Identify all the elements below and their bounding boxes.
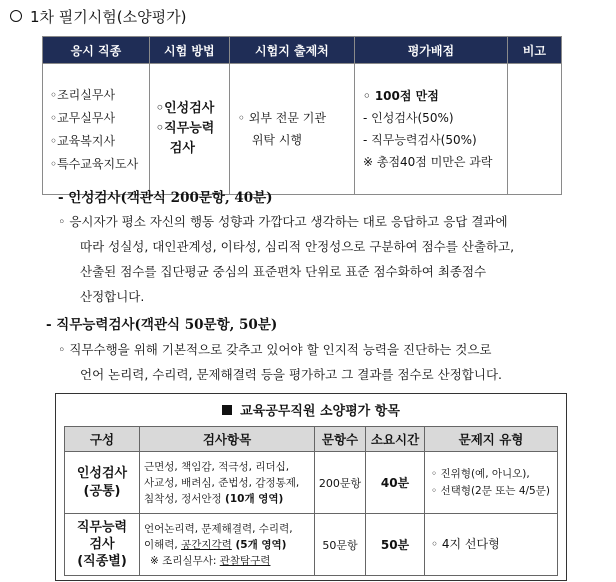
type-cell: ◦ 진위형(예, 아니오), ◦ 선택형(2문 또는 4/5문)	[425, 452, 558, 514]
header-method: 시험 방법	[149, 37, 229, 64]
personality-line: ◦ 응시자가 평소 자신의 행동 성향과 가깝다고 생각하는 대로 응답하고 응답 결과에	[58, 214, 508, 229]
header-score: 평가배점	[354, 37, 507, 64]
org-cell: ◦ 외부 전문 기관 위탁 시행	[229, 64, 354, 195]
items-cell: 언어논리력, 문제해결력, 수리력, 이해력, 공간지각력 (5개 영역) ※ 조리실무사: 관찰탐구력	[140, 514, 315, 576]
section-title: 1차 필기시험(소양평가)	[10, 6, 186, 27]
personality-line: 따라 성실성, 대인관계성, 이타성, 심리적 안정성으로 구분하여 점수를 산출하고,	[80, 239, 515, 254]
component-cell: 직무능력 검사 (직종별)	[65, 514, 140, 576]
job-item: ◦조리실무사	[50, 88, 116, 102]
col-component: 구성	[65, 427, 140, 452]
header-job: 응시 직종	[43, 37, 150, 64]
count-cell: 200문항	[315, 452, 366, 514]
method-item: ◦인성검사	[155, 101, 215, 116]
col-time: 소요시간	[366, 427, 425, 452]
job-list	[43, 64, 150, 195]
competency-line: ◦ 직무수행을 위해 기본적으로 갖추고 있어야 할 인지적 능력을 진단하는 것으로	[58, 342, 492, 357]
personality-line: 산출된 점수를 집단평균 중심의 표준편차 단위로 표준 점수화하여 최종점수	[80, 264, 487, 279]
competency-line: 언어 논리력, 수리력, 문제해결력 등을 평가하고 그 결과를 점수로 산정합니다.	[80, 367, 503, 382]
box-title: 교육공무직원 소양평가 항목	[56, 400, 566, 419]
method-item: 검사	[169, 141, 195, 156]
exam-table	[42, 36, 562, 195]
job-item: ◦교육복지사	[50, 134, 116, 148]
evaluation-table	[64, 426, 558, 576]
table-row	[65, 514, 558, 576]
type-cell: ◦ 4지 선다형	[425, 514, 558, 576]
evaluation-box	[55, 393, 567, 581]
time-cell: 50분	[366, 514, 425, 576]
items-cell: 근면성, 책임감, 적극성, 리더십, 사교성, 배려심, 준법성, 감정통제, 침착성, 정서안정 (10개 영역)	[140, 452, 315, 514]
exam-table-row	[43, 64, 562, 195]
method-list	[149, 64, 229, 195]
header-note: 비고	[507, 37, 561, 64]
header-org: 시험지 출제처	[229, 37, 354, 64]
time-cell: 40분	[366, 452, 425, 514]
evaluation-table-header	[65, 427, 558, 452]
col-items: 검사항목	[140, 427, 315, 452]
exam-table-header	[43, 37, 562, 64]
note-cell	[507, 64, 561, 195]
competency-heading: - 직무능력검사(객관식 50문항, 50분)	[46, 317, 278, 333]
component-cell: 인성검사 (공통)	[65, 452, 140, 514]
count-cell: 50문항	[315, 514, 366, 576]
square-bullet-icon	[222, 405, 232, 415]
circle-bullet-icon	[10, 10, 22, 22]
personality-line: 산정합니다.	[80, 289, 145, 304]
table-row	[65, 452, 558, 514]
personality-heading: - 인성검사(객관식 200문항, 40분)	[58, 190, 273, 206]
col-count: 문항수	[315, 427, 366, 452]
job-item: ◦특수교육지도사	[50, 157, 139, 171]
method-item: ◦직무능력	[155, 121, 215, 136]
score-cell: ◦ 100점 만점 - 인성검사(50%) - 직무능력검사(50%) ※ 총점40점 미만은 과락	[354, 64, 507, 195]
job-item: ◦교무실무사	[50, 111, 116, 125]
col-type: 문제지 유형	[425, 427, 558, 452]
